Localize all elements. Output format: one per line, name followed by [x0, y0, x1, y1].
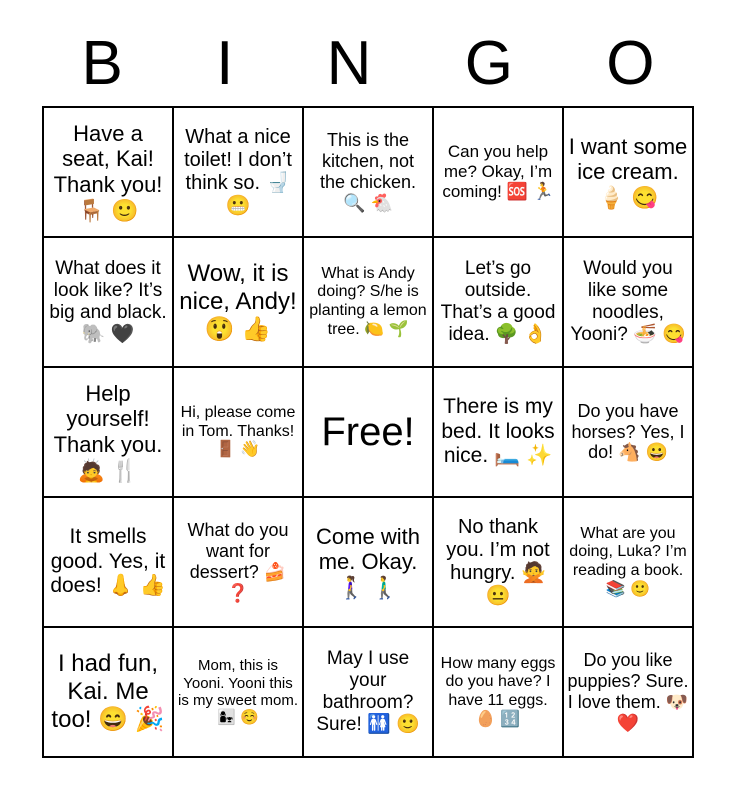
cell-text: What do you want for dessert? 🍰 ❓ [187, 520, 289, 603]
cell-text: What is Andy doing? S/he is planting a lemon tree. 🍋 🌱 [309, 264, 427, 338]
bingo-cell-r5c5[interactable] [563, 627, 693, 757]
bingo-cell-r4c1[interactable] [43, 497, 173, 627]
cell-text: No thank you. I’m not hungry. 🙅 😐 [446, 515, 550, 608]
cell-text: Let’s go outside. That’s a good idea. 🌳 👌 [440, 257, 556, 346]
cell-text: What a nice toilet! I don’t think so. 🚽 😬 [184, 125, 292, 218]
bingo-grid [42, 106, 694, 758]
cell-text: Would you like some noodles, Yooni? 🍜 😋 [570, 257, 686, 346]
cell-text: Wow, it is nice, Andy! 😲 👍 [179, 260, 297, 343]
bingo-cell-r1c5[interactable] [563, 107, 693, 237]
cell-text: Come with me. Okay. 🚶‍♀️ 🚶‍♂️ [316, 523, 420, 600]
title-letter-n: N [326, 29, 372, 98]
cell-text: How many eggs do you have? I have 11 eggs. 🥚 🔢 [440, 654, 556, 728]
bingo-title [82, 0, 655, 102]
cell-text: Mom, this is Yooni. Yooni this is my sweet mom. 👩‍👧 ☺️ [177, 657, 298, 727]
bingo-cell-free[interactable] [303, 367, 433, 497]
bingo-cell-r2c1[interactable] [43, 237, 173, 367]
bingo-cell-r3c1[interactable] [43, 367, 173, 497]
bingo-cell-r1c1[interactable] [43, 107, 173, 237]
cell-text: I want some ice cream. 🍦 😋 [568, 133, 688, 210]
cell-text: Free! [321, 410, 415, 454]
cell-text: Help yourself! Thank you. 🙇 🍴 [53, 380, 163, 483]
cell-text: Hi, please come in Tom. Thanks! 🚪 👋 [180, 404, 296, 459]
bingo-cell-r4c4[interactable] [433, 497, 563, 627]
bingo-cell-r5c2[interactable] [173, 627, 303, 757]
bingo-cell-r4c5[interactable] [563, 497, 693, 627]
bingo-cell-r4c3[interactable] [303, 497, 433, 627]
title-letter-i: I [216, 29, 234, 98]
bingo-cell-r3c2[interactable] [173, 367, 303, 497]
title-letter-o: O [606, 29, 655, 98]
cell-text: It smells good. Yes, it does! 👃 👍 [50, 525, 166, 598]
cell-text: There is my bed. It looks nice. 🛏️ ✨ [441, 395, 555, 468]
cell-text: What are you doing, Luka? I’m reading a book. 📚 🙂 [569, 524, 687, 598]
cell-text: I had fun, Kai. Me too! 😄 🎉 [51, 650, 165, 733]
bingo-cell-r3c5[interactable] [563, 367, 693, 497]
bingo-cell-r5c1[interactable] [43, 627, 173, 757]
title-letter-g: G [464, 29, 513, 98]
bingo-cell-r4c2[interactable] [173, 497, 303, 627]
bingo-cell-r1c4[interactable] [433, 107, 563, 237]
cell-text: Can you help me? Okay, I’m coming! 🆘 🏃 [442, 142, 554, 201]
bingo-cell-r2c2[interactable] [173, 237, 303, 367]
title-letter-b: B [81, 29, 123, 98]
bingo-cell-r2c5[interactable] [563, 237, 693, 367]
cell-text: This is the kitchen, not the chicken. 🔍 🐔 [319, 130, 417, 213]
bingo-cell-r5c4[interactable] [433, 627, 563, 757]
cell-text: May I use your bathroom? Sure! 🚻 🙂 [316, 647, 420, 736]
bingo-cell-r1c2[interactable] [173, 107, 303, 237]
cell-text: What does it look like? It’s big and black. 🐘 🖤 [49, 257, 167, 346]
bingo-cell-r2c4[interactable] [433, 237, 563, 367]
bingo-cell-r2c3[interactable] [303, 237, 433, 367]
bingo-cell-r3c4[interactable] [433, 367, 563, 497]
cell-text: Have a seat, Kai! Thank you! 🪑 🙂 [53, 120, 163, 223]
cell-text: Do you like puppies? Sure. I love them. 🐶 ❤️ [567, 650, 689, 733]
bingo-cell-r5c3[interactable] [303, 627, 433, 757]
bingo-cell-r1c3[interactable] [303, 107, 433, 237]
cell-text: Do you have horses? Yes, I do! 🐴 😀 [571, 400, 685, 463]
